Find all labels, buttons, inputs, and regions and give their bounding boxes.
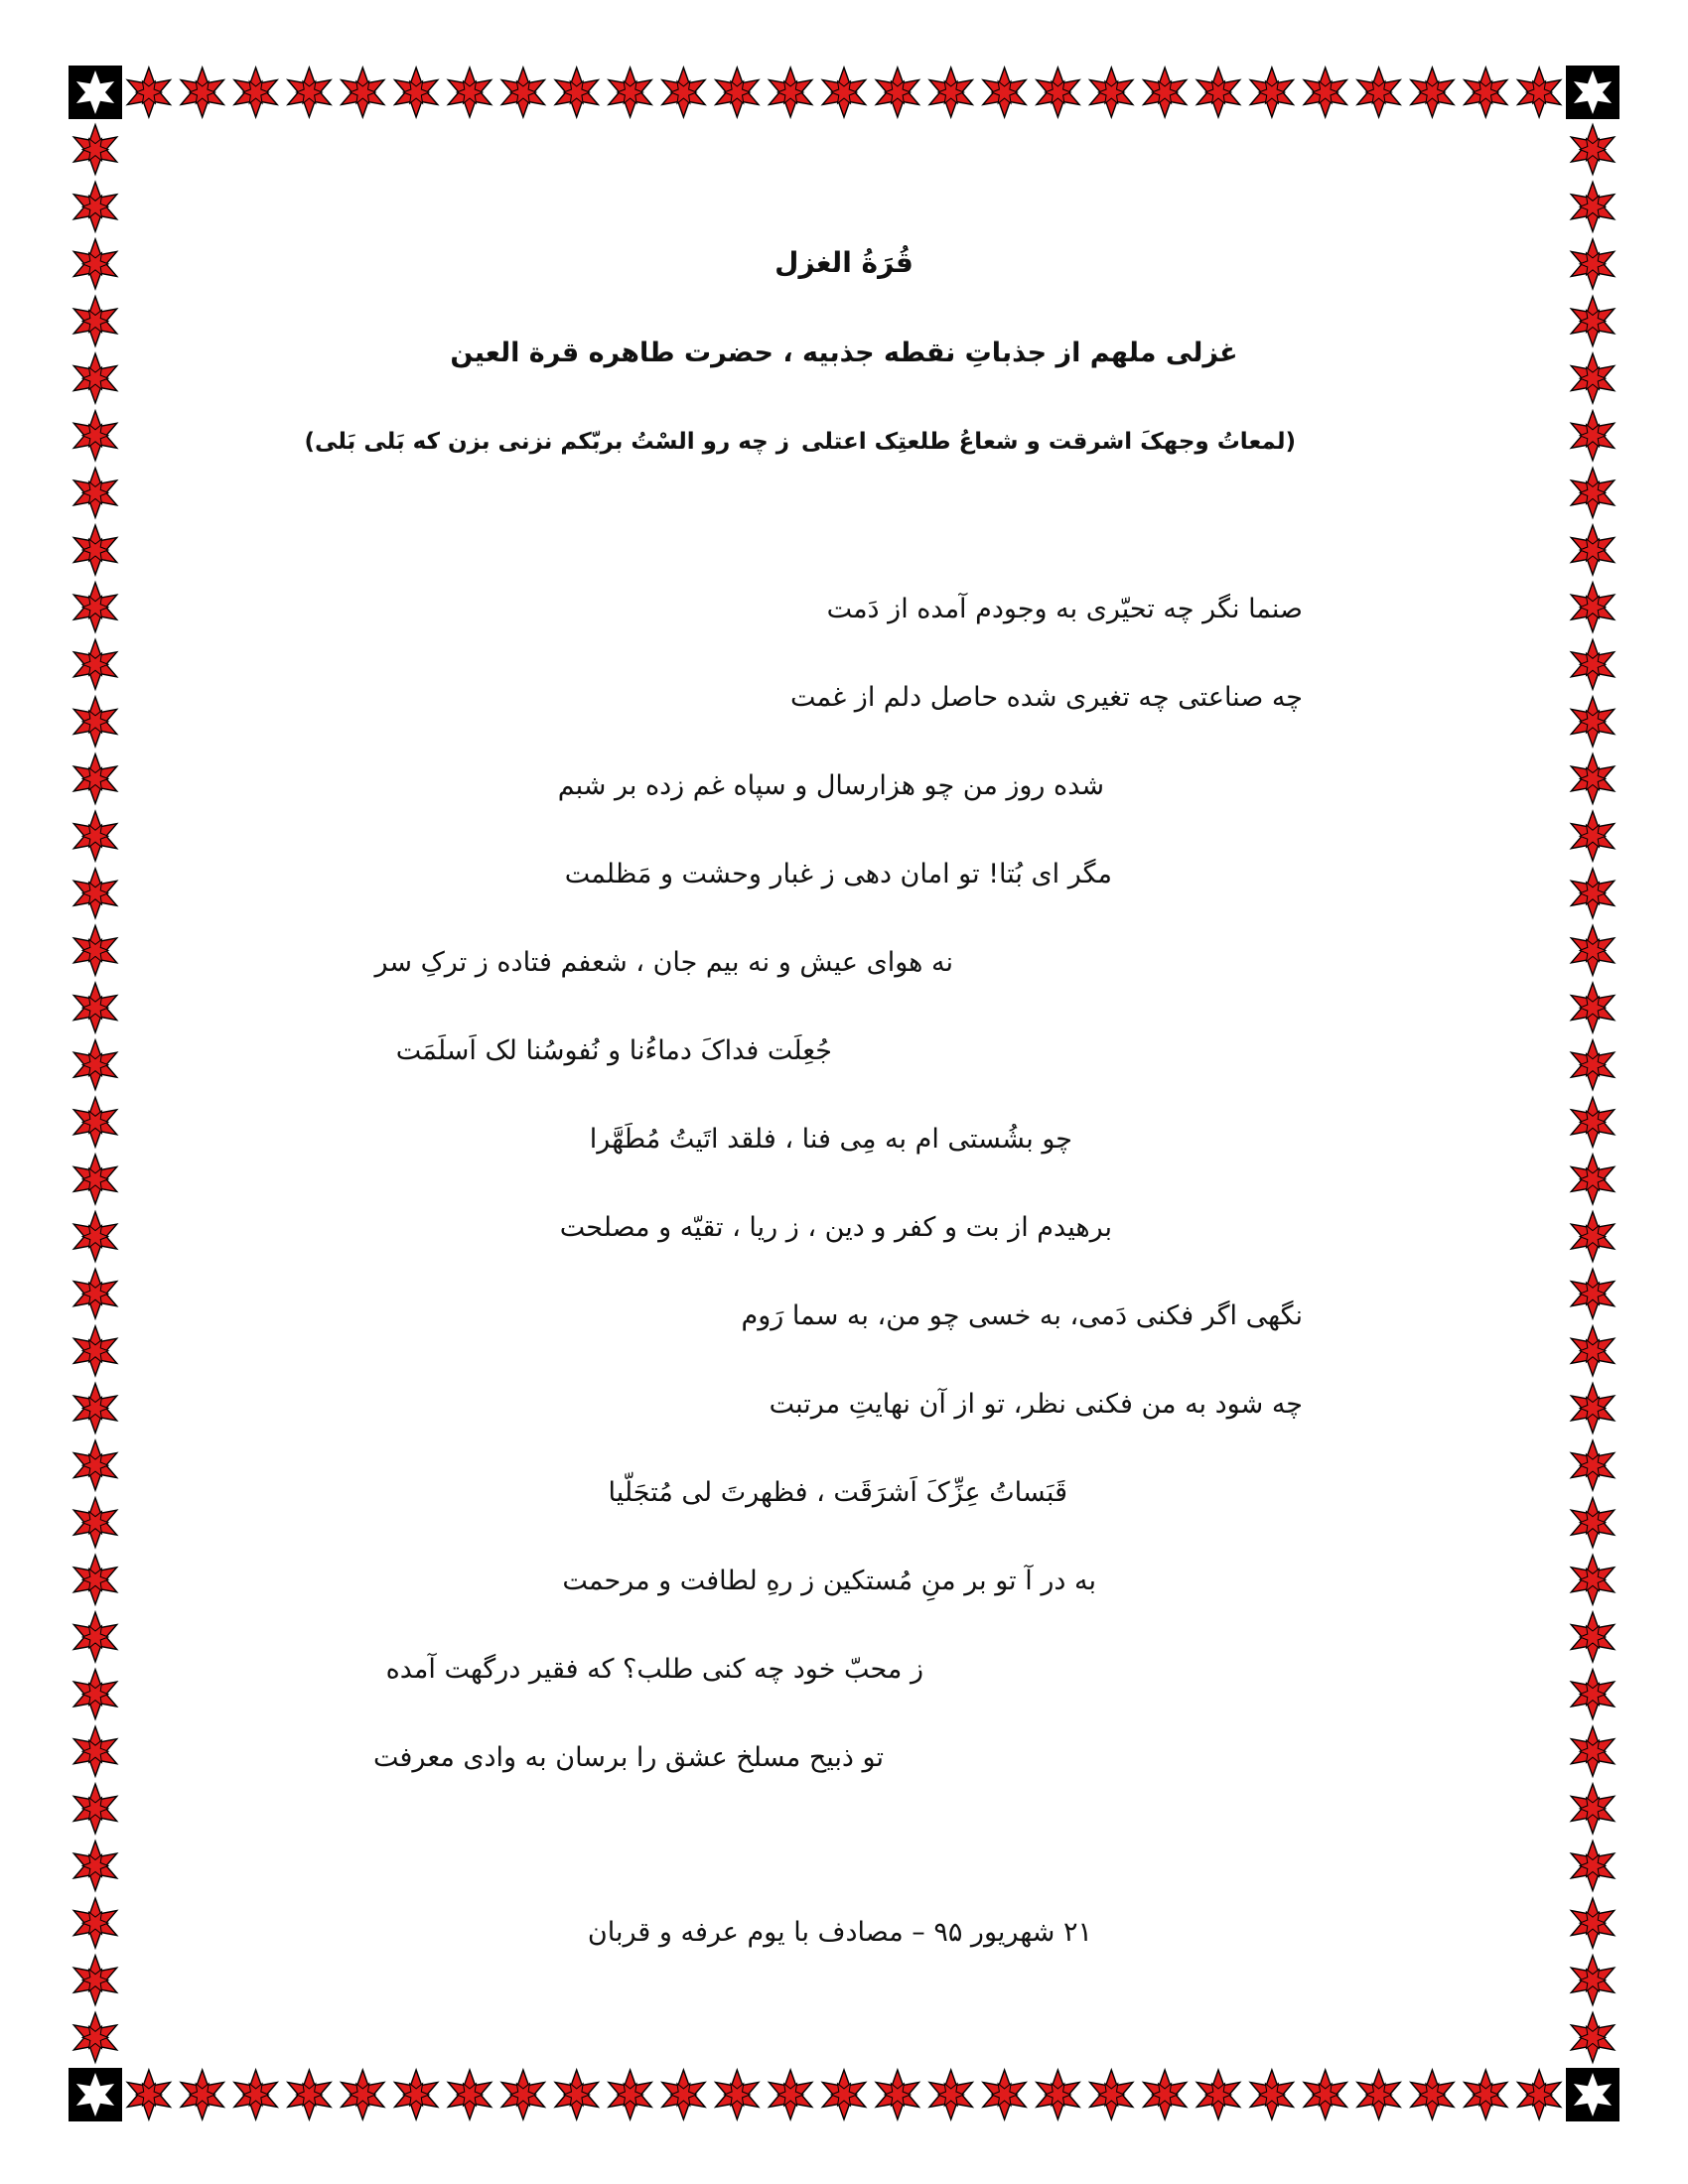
verse-line: تو ذبیح مسلخ عشق را برسان به وادی معرفت	[373, 1742, 884, 1773]
date-line: ۲۱ شهریور ۹۵ – مصادف با یوم عرفه و قربان	[587, 1917, 1092, 1948]
verse-line: نه هوای عیش و نه بیم جان ، شعفم فتاده ز ترکِ سر	[374, 947, 953, 978]
epigraph-left-hemistich: ز چه رو السْتُ بربّکم نزنی بزن که بَلی بَلی)	[304, 429, 789, 455]
verse-line: جُعِلَت فداکَ دماءُنا و نُفوسُنا لک اَسلَمَت	[395, 1035, 832, 1066]
verse-line: مگر ای بُتا! تو امان دهی ز غبار وحشت و مَظلمت	[564, 859, 1112, 889]
verse-line: نگهی اگر فکنی دَمی، به خسی چو من، به سما رَوم	[741, 1300, 1303, 1331]
verse-line: چه صناعتی چه تغیری شده حاصل دلم از غمت	[789, 682, 1303, 713]
verse-line: صنما نگر چه تحیّری به وجودم آمده از دَمت	[826, 594, 1303, 624]
page-title: قُرَةُ الغزل	[774, 246, 914, 279]
verse-line: برهیدم از بت و کفر و دین ، ز ریا ، تقیّه و مصلحت	[559, 1212, 1112, 1243]
epigraph-right-hemistich: (لمعاتُ وجهکَ اشرقت و شعاعُ طلعتِک اعتلی	[800, 429, 1296, 455]
page-subtitle: غزلی ملهم از جذباتِ نقطه جذبیه ، حضرت طاهره قرة العین	[450, 338, 1238, 368]
verse-line: به در آ تو بر منِ مُستکین ز رهِ لطافت و مرحمت	[562, 1566, 1096, 1596]
verse-line: چه شود به من فکنی نظر، تو از آن نهایتِ مرتبت	[769, 1389, 1303, 1420]
verse-line: شده روز من چو هزارسال و سپاه غم زده بر شبم	[557, 770, 1104, 801]
verse-line: چو بشُستی ام به مِی فنا ، فلقد اتَیتُ مُطَهَّرا	[589, 1124, 1072, 1155]
verse-line: ز محبّ خود چه کنی طلب؟ که فقیر درگهت آمده	[385, 1654, 923, 1685]
verse-line: قَبَساتُ عِزِّکَ اَشرَقَت ، فظهرتَ لی مُتجَلّیا	[608, 1477, 1067, 1508]
